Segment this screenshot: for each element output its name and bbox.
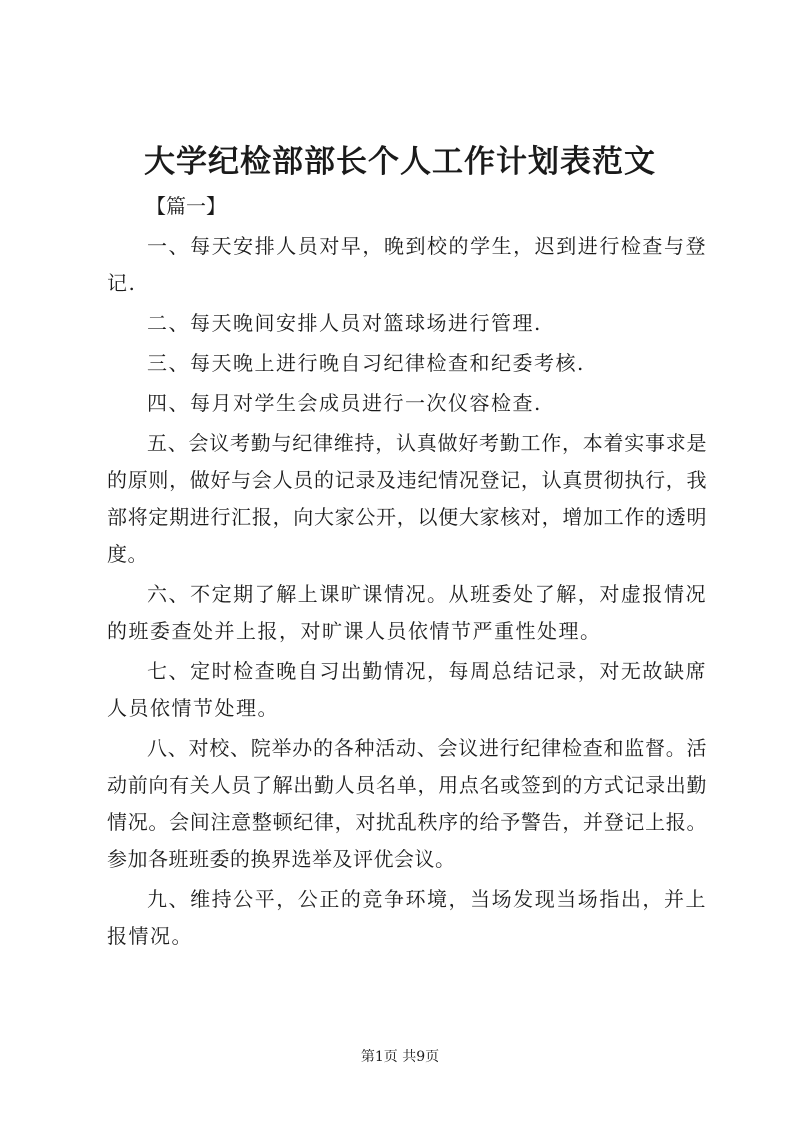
section-label: 【篇一】 bbox=[146, 194, 226, 218]
document-body bbox=[107, 228, 707, 958]
document-title: 大学纪检部部长个人工作计划表范文 bbox=[144, 144, 656, 180]
paragraph-5: 五、会议考勤与纪律维持，认真做好考勤工作，本着实事求是的原则，做好与会人员的记录及违纪情况登记，认真贯彻执行，我部将定期进行汇报，向大家公开，以便大家核对，增加工作的透明度。 bbox=[107, 431, 707, 566]
paragraph-7: 七、定时检查晚自习出勤情况，每周总结记录，对无故缺席人员依情节处理。 bbox=[107, 659, 707, 720]
paragraph-4: 四、每月对学生会成员进行一次仪容检查. bbox=[147, 391, 542, 415]
paragraph-2: 二、每天晚间安排人员对篮球场进行管理. bbox=[147, 311, 542, 335]
paragraph-3: 三、每天晚上进行晚自习纪律检查和纪委考核. bbox=[147, 351, 585, 375]
paragraph-9: 九、维持公平，公正的竞争环境，当场发现当场指出，并上报情况。 bbox=[107, 887, 707, 948]
paragraph-1: 一、每天安排人员对早，晚到校的学生，迟到进行检查与登记. bbox=[107, 234, 707, 295]
paragraph-6: 六、不定期了解上课旷课情况。从班委处了解，对虚报情况的班委查处并上报，对旷课人员依情节严重性处理。 bbox=[107, 582, 707, 643]
paragraph-8: 八、对校、院举办的各种活动、会议进行纪律检查和监督。活动前向有关人员了解出勤人员名单，用点名或签到的方式记录出勤情况。会间注意整顿纪律，对扰乱秩序的给予警告，并登记上报。参加各班班委的换界选举及评优会议。 bbox=[107, 736, 707, 871]
page-footer: 第1页 共9页 bbox=[360, 1049, 440, 1065]
